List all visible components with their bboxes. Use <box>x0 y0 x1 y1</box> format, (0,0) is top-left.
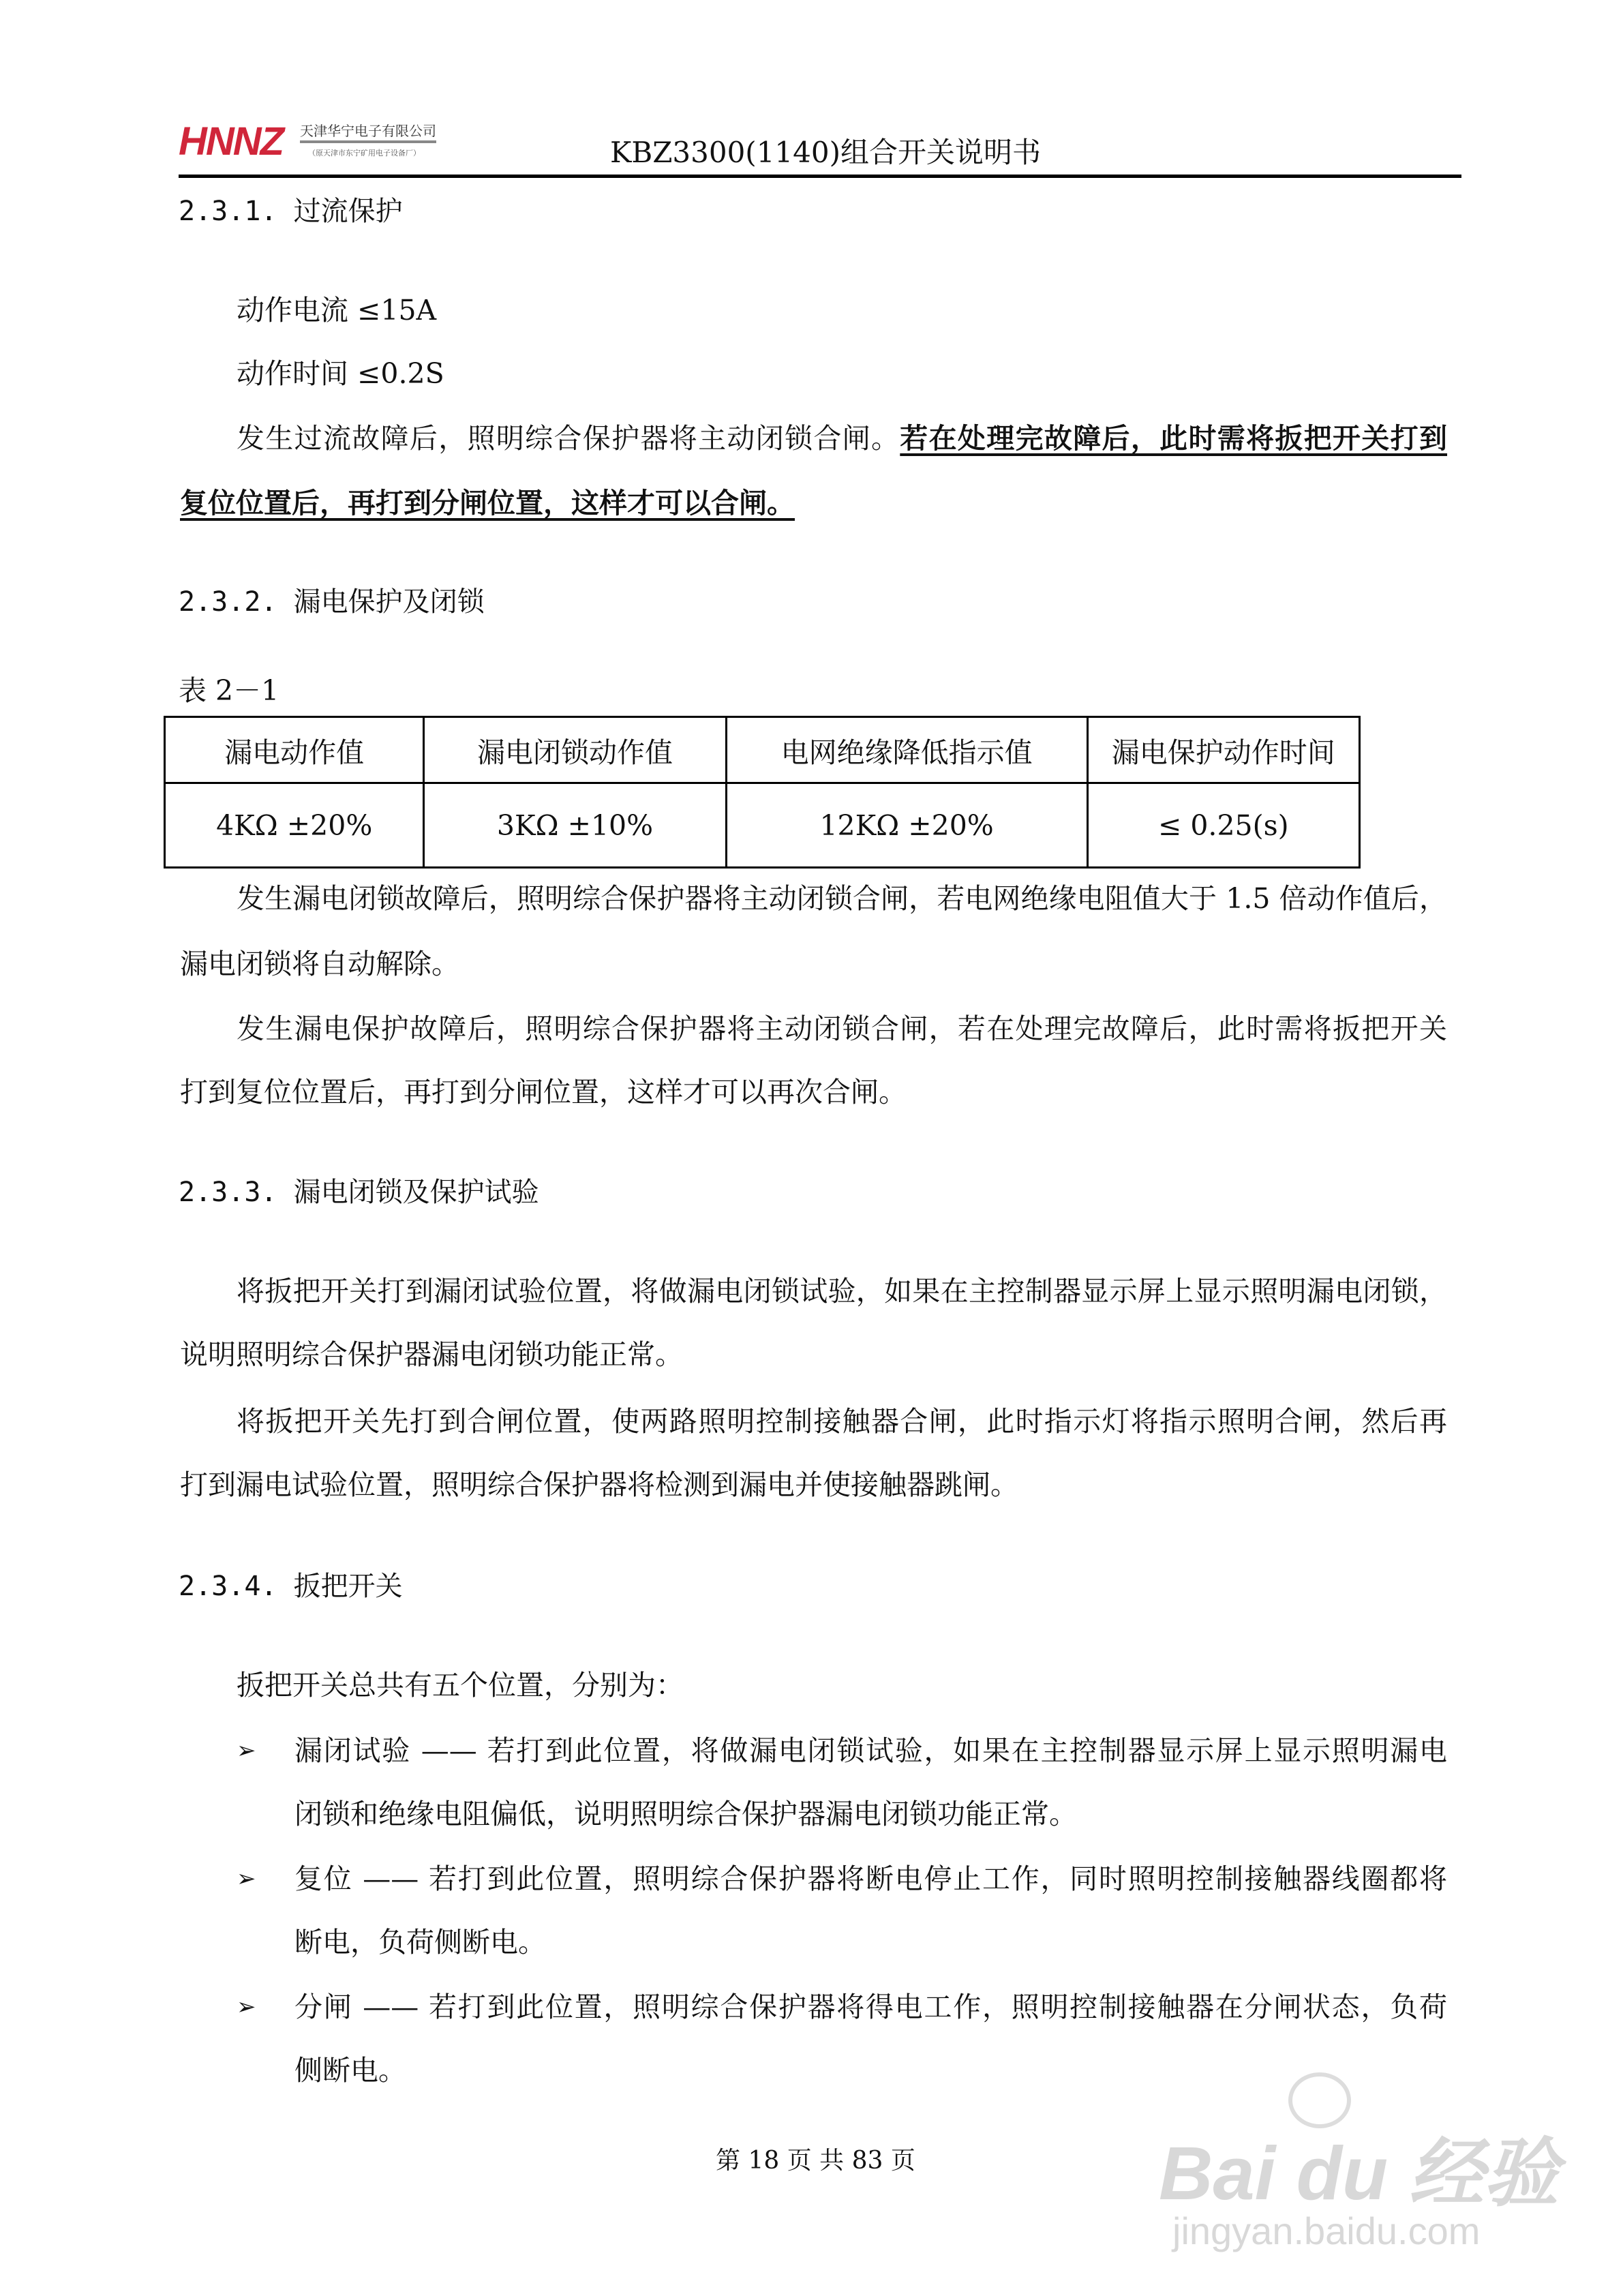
section-heading-2-3-2: 2.3.2. 漏电保护及闭锁 <box>179 586 485 618</box>
section-heading-2-3-1: 2.3.1. 过流保护 <box>179 196 403 227</box>
section-heading-2-3-3: 2.3.3. 漏电闭锁及保护试验 <box>179 1177 539 1208</box>
section-heading-2-3-4: 2.3.4. 扳把开关 <box>179 1571 403 1602</box>
logo-divider <box>300 140 436 143</box>
paragraph: 将扳把开关先打到合闸位置，使两路照明控制接触器合闸，此时指示灯将指示照明合闸，然后再 <box>237 1405 1447 1438</box>
company-name: 天津华宁电子有限公司 <box>300 123 436 139</box>
paragraph: 扳把开关总共有五个位置，分别为： <box>237 1669 684 1702</box>
paragraph: 发生漏电保护故障后，照明综合保护器将主动闭锁合闸，若在处理完故障后，此时需将扳把开关 <box>237 1012 1447 1045</box>
list-item-continuation: 断电，负荷侧断电。 <box>294 1926 546 1959</box>
table-cell: 4KΩ ±20% <box>165 783 424 868</box>
paragraph-text: 发生过流故障后，照明综合保护器将主动闭锁合闸。 <box>237 422 900 455</box>
table-cell: ≤ 0.25(s) <box>1087 783 1359 868</box>
paragraph: 说明照明综合保护器漏电闭锁功能正常。 <box>180 1338 683 1371</box>
paragraph: 发生漏电闭锁故障后，照明综合保护器将主动闭锁合闸，若电网绝缘电阻值大于 1.5 倍动作值后， <box>237 882 1447 915</box>
table-caption: 表 2－1 <box>179 674 279 707</box>
table-header: 电网绝缘降低指示值 <box>726 717 1087 783</box>
bullet-arrow-icon: ➢ <box>237 1865 256 1892</box>
company-logo <box>179 120 438 164</box>
paragraph: 漏电闭锁将自动解除。 <box>180 948 459 980</box>
header-rule <box>179 175 1461 178</box>
list-item: 分闸 —— 若打到此位置，照明综合保护器将得电工作，照明控制接触器在分闸状态，负荷 <box>294 1991 1447 2023</box>
table-header: 漏电动作值 <box>165 717 424 783</box>
table-cell: 12KΩ ±20% <box>726 783 1087 868</box>
action-time: 动作时间 ≤0.2S <box>237 357 444 390</box>
baidu-watermark <box>1159 2072 1559 2263</box>
bullet-arrow-icon: ➢ <box>237 1993 256 2021</box>
paragraph: 将扳把开关打到漏闭试验位置，将做漏电闭锁试验，如果在主控制器显示屏上显示照明漏电闭锁， <box>237 1275 1447 1308</box>
action-current: 动作电流 ≤15A <box>237 294 437 327</box>
emphasis-text: 复位位置后，再打到分闸位置，这样才可以合闸。 <box>180 487 795 519</box>
watermark-text: Bai du 经验 <box>1159 2132 1559 2216</box>
table-cell: 3KΩ ±10% <box>424 783 726 868</box>
document-title: KBZ3300(1140)组合开关说明书 <box>610 136 1041 169</box>
table-header: 漏电保护动作时间 <box>1087 717 1359 783</box>
logo-mark: HNNZ <box>179 119 284 164</box>
list-item: 复位 —— 若打到此位置，照明综合保护器将断电停止工作，同时照明控制接触器线圈都将 <box>294 1862 1447 1895</box>
list-item-continuation: 侧断电。 <box>294 2054 406 2087</box>
watermark-url: jingyan.baidu.com <box>1172 2209 1481 2252</box>
paragraph: 打到复位位置后，再打到分闸位置，这样才可以再次合闸。 <box>180 1076 907 1108</box>
company-subname: （原天津市东宁矿用电子设备厂） <box>308 149 421 157</box>
table-header: 漏电闭锁动作值 <box>424 717 726 783</box>
list-item-continuation: 闭锁和绝缘电阻偏低，说明照明综合保护器漏电闭锁功能正常。 <box>294 1798 1077 1830</box>
list-item: 漏闭试验 —— 若打到此位置，将做漏电闭锁试验，如果在主控制器显示屏上显示照明漏电 <box>294 1734 1447 1767</box>
paragraph: 打到漏电试验位置，照明综合保护器将检测到漏电并使接触器跳闸。 <box>180 1468 1018 1501</box>
emphasis-text: 若在处理完故障后，此时需将扳把开关打到 <box>900 422 1448 455</box>
page-number: 第 18 页 共 83 页 <box>716 2147 915 2175</box>
leakage-table <box>164 716 1361 868</box>
bullet-arrow-icon: ➢ <box>237 1737 256 1764</box>
paragraph <box>237 421 1447 455</box>
